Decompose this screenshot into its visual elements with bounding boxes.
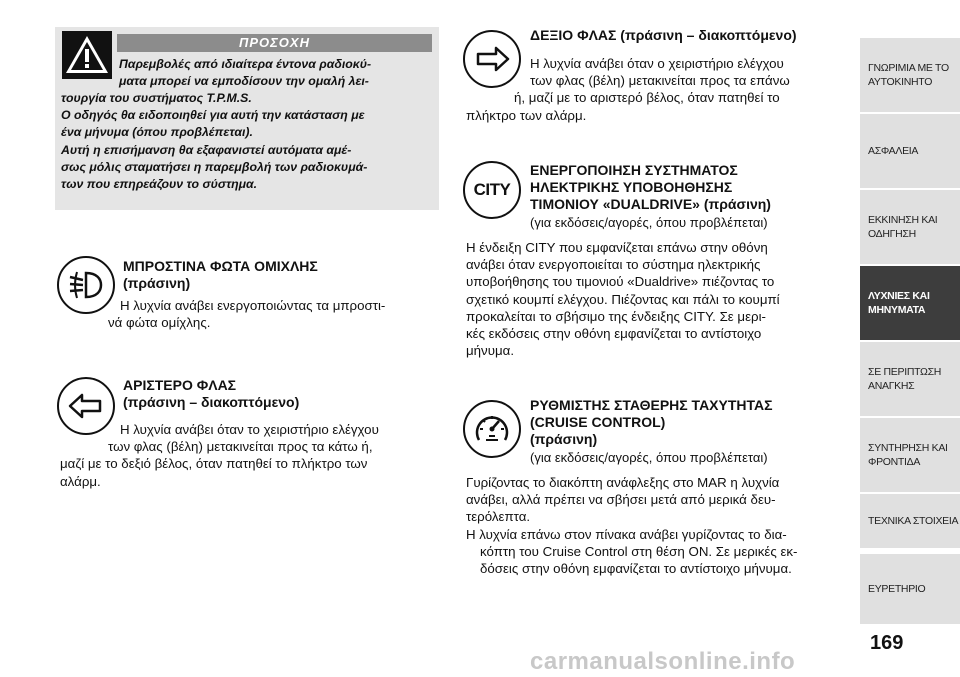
tab-label: ΦΡΟΝΤΙΔΑ — [868, 456, 921, 468]
tab-label: ΣΥΝΤΗΡΗΣΗ ΚΑΙ — [868, 442, 948, 454]
right-turn-title: ΔΕΞΙΟ ΦΛΑΣ (πράσινη – διακοπτόμενο) — [530, 27, 797, 43]
fog-text — [60, 297, 437, 331]
tab-label: ΟΔΗΓΗΣΗ — [868, 228, 916, 240]
tab-index[interactable] — [860, 554, 960, 624]
left-turn-title — [123, 377, 299, 411]
cruise-title-line: (πράσινη) — [530, 431, 598, 447]
warning-line: των που επηρεάζουν το σύστημα. — [61, 177, 258, 192]
city-icon-text: CITY — [473, 180, 511, 199]
city-availability-note: (για εκδόσεις/αγορές, όπου προβλέπεται) — [530, 215, 768, 230]
warning-line: Αυτή η επισήμανση θα εξαφανιστεί αυτόματα αμέ- — [61, 142, 352, 157]
city-text-line: σχετικό κουμπί ελέγχου. Πιέζοντας και πάλι το κουμπί — [466, 291, 780, 307]
right-text-line: Η λυχνία ανάβει όταν ο χειριστήριο ελέγχου — [530, 56, 784, 71]
warning-line: σως μόλις σταματήσει η παρεμβολή των ραδιοκυμά- — [61, 159, 368, 174]
cruise-text-line: δόσεις στην οθόνη εμφανίζεται το αντίστοιχο μήνυμα. — [480, 561, 792, 577]
warning-text-bottom — [61, 90, 437, 193]
warning-line: τουργία του συστήματος T.P.M.S. — [61, 91, 252, 105]
tab-maintenance[interactable] — [860, 418, 960, 492]
warning-triangle-icon — [62, 31, 112, 79]
warning-line: ματα μπορεί να εμποδίσουν την ομαλή λει- — [119, 74, 369, 89]
warning-line: Ο οδηγός θα ειδοποιηθεί για αυτή την κατάσταση με — [61, 108, 365, 123]
right-text-line: πλήκτρο των αλάρμ. — [466, 107, 587, 123]
cruise-text — [466, 474, 846, 577]
city-title-line: ΤΙΜΟΝΙΟΥ «DUALDRIVE» (πράσινη) — [530, 196, 771, 212]
cruise-title-line: (CRUISE CONTROL) — [530, 414, 666, 430]
city-text-line: ανάβει όταν ενεργοποιείται το σύστημα ηλεκτρικής — [466, 257, 761, 273]
right-turn-text — [466, 55, 846, 124]
watermark: carmanualsonline.info — [530, 648, 796, 675]
left-text-line: Η λυχνία ανάβει όταν το χειριστήριο ελέγχου — [120, 422, 379, 437]
fog-title — [123, 258, 318, 292]
tab-technical-data[interactable] — [860, 494, 960, 548]
cruise-text-line: Γυρίζοντας το διακόπτη ανάφλεξης στο MAR η λυχνία — [466, 475, 780, 490]
cruise-control-icon — [463, 400, 521, 458]
left-text-line: μαζί με το δεξιό βέλος, όταν πατηθεί το πλήκτρο των — [60, 456, 368, 472]
fog-title-line: ΜΠΡΟΣΤΙΝΑ ΦΩΤΑ ΟΜΙΧΛΗΣ — [123, 258, 318, 274]
tab-warning-lights[interactable] — [860, 266, 960, 340]
warning-line: Παρεμβολές από ιδιαίτερα έντονα ραδιοκύ- — [119, 57, 372, 71]
fog-text-line: Η λυχνία ανάβει ενεργοποιώντας τα μπροστι- — [120, 298, 386, 313]
cruise-title — [530, 397, 773, 448]
fog-text-line: νά φώτα ομίχλης. — [108, 315, 211, 331]
left-title-line: ΑΡΙΣΤΕΡΟ ΦΛΑΣ — [123, 377, 237, 393]
tab-label: ΕΚΚΙΝΗΣΗ ΚΑΙ — [868, 214, 938, 226]
cruise-text-line: ανάβει, αλλά πρέπει να σβήσει μετά από μερικά δευ- — [466, 492, 776, 508]
tab-starting-driving[interactable] — [860, 190, 960, 264]
cruise-title-line: ΡΥΘΜΙΣΤΗΣ ΣΤΑΘΕΡΗΣ ΤΑΧΥΤΗΤΑΣ — [530, 397, 773, 413]
tab-label: ΑΝΑΓΚΗΣ — [868, 380, 915, 392]
tab-label: ΜΗΝΥΜΑΤΑ — [868, 304, 926, 316]
city-icon — [463, 161, 521, 219]
tab-label: ΑΥΤΟΚΙΝΗΤΟ — [868, 76, 933, 88]
cruise-availability-note: (για εκδόσεις/αγορές, όπου προβλέπεται) — [530, 450, 768, 465]
warning-title: ΠΡΟΣΟΧΗ — [117, 34, 432, 52]
city-text-line: μήνυμα. — [466, 343, 515, 359]
right-text-line: ή, μαζί με το αριστερό βέλος, όταν πατηθεί το — [514, 90, 780, 106]
tab-label: ΑΣΦΑΛΕΙΑ — [868, 145, 919, 157]
tab-getting-to-know[interactable] — [860, 38, 960, 112]
cruise-text-line: τερόλεπτα. — [466, 509, 531, 525]
tab-label: ΣΕ ΠΕΡΙΠΤΩΣΗ — [868, 366, 942, 378]
city-title — [530, 162, 771, 213]
cruise-text-line: Η λυχνία επάνω στον πίνακα ανάβει γυρίζοντας το δια- — [466, 526, 787, 542]
city-text-line: υποβοήθησης του τιμονιού «Dualdrive» πιέζοντας το — [466, 274, 775, 290]
city-text-line: προκαλείται το σβήσιμο της ένδειξης CITY. Σε μερι- — [466, 308, 766, 324]
warning-text-top — [119, 56, 437, 90]
tab-label: ΕΥΡΕΤΗΡΙΟ — [868, 583, 926, 595]
cruise-text-line: κόπτη του Cruise Control στη θέση ON. Σε μερικές εκ- — [480, 543, 798, 559]
right-text-line: των φλας (βέλη) μετακινείται προς τα επάνω — [530, 73, 790, 89]
tab-label: ΛΥΧΝΙΕΣ ΚΑΙ — [868, 290, 930, 302]
page-number: 169 — [870, 632, 904, 654]
tab-safety[interactable] — [860, 114, 960, 188]
city-text-line: κές εκδόσεις στην οθόνη εμφανίζεται το αντίστοιχο — [466, 326, 762, 342]
left-text-line: αλάρμ. — [60, 473, 101, 489]
city-text-line: Η ένδειξη CITY που εμφανίζεται επάνω στην οθόνη — [466, 240, 768, 255]
tab-emergency[interactable] — [860, 342, 960, 416]
tab-label: ΓΝΩΡΙΜΙΑ ΜΕ ΤΟ — [868, 62, 949, 74]
fog-title-line: (πράσινη) — [123, 275, 191, 291]
city-text — [466, 239, 846, 359]
left-turn-text — [60, 421, 437, 490]
left-text-line: των φλας (βέλη) μετακινείται προς τα κάτω ή, — [108, 439, 373, 455]
city-title-line: ΗΛΕΚΤΡΙΚΗΣ ΥΠΟΒΟΗΘΗΣΗΣ — [530, 179, 733, 195]
left-title-line: (πράσινη – διακοπτόμενο) — [123, 394, 300, 410]
tab-label: ΤΕΧΝΙΚΑ ΣΤΟΙΧΕΙΑ — [868, 515, 959, 527]
warning-line: ένα μήνυμα (όπου προβλέπεται). — [61, 125, 253, 140]
city-title-line: ΕΝΕΡΓΟΠΟΙΗΣΗ ΣΥΣΤΗΜΑΤΟΣ — [530, 162, 738, 178]
